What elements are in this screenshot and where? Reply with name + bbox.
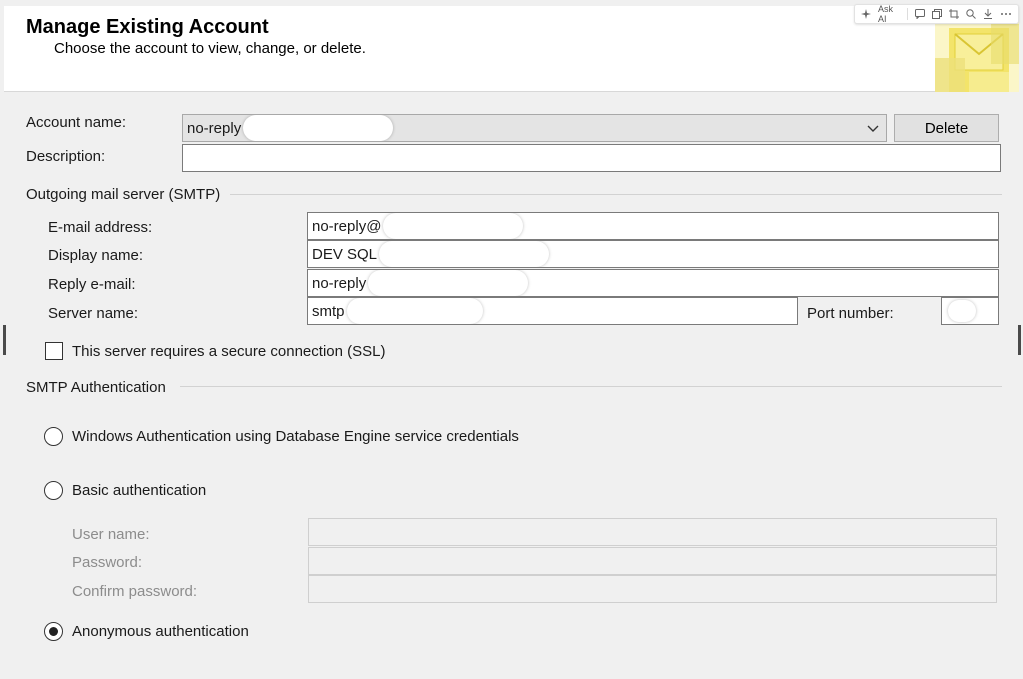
sparkle-icon[interactable] <box>861 9 871 19</box>
group-divider <box>230 194 1002 195</box>
email-address-label: E-mail address: <box>48 219 153 236</box>
header-envelope-icon <box>935 20 1019 92</box>
redaction-mark <box>368 270 528 296</box>
ssl-checkbox[interactable] <box>45 342 63 360</box>
basic-auth-radio[interactable] <box>44 481 63 500</box>
display-name-label: Display name: <box>48 247 144 264</box>
ssl-label[interactable]: This server requires a secure connection (SSL) <box>72 343 386 360</box>
chevron-down-icon[interactable] <box>866 121 880 139</box>
display-name-value: DEV SQL <box>312 245 378 263</box>
smtp-auth-group-label: SMTP Authentication <box>26 379 166 396</box>
confirm-password-input[interactable] <box>308 575 997 603</box>
download-icon[interactable] <box>983 9 993 19</box>
server-name-value: smtp <box>312 302 345 320</box>
port-number-label: Port number: <box>807 305 894 322</box>
crop-icon[interactable] <box>949 9 959 19</box>
anonymous-auth-label[interactable]: Anonymous authentication <box>72 623 249 640</box>
toolbar-divider <box>907 8 908 20</box>
right-resize-handle[interactable] <box>1018 325 1021 355</box>
redaction-mark <box>948 300 976 322</box>
smtp-group-label: Outgoing mail server (SMTP) <box>26 186 221 203</box>
basic-auth-label[interactable]: Basic authentication <box>72 482 207 499</box>
user-name-input[interactable] <box>308 518 997 546</box>
windows-auth-label[interactable]: Windows Authentication using Database Engine service credentials <box>72 428 519 445</box>
description-input[interactable] <box>182 144 1001 172</box>
account-name-value: no-reply <box>187 119 242 137</box>
anonymous-auth-radio[interactable] <box>44 622 63 641</box>
email-address-value: no-reply@ <box>312 217 382 235</box>
redaction-mark <box>379 241 549 267</box>
zoom-icon[interactable] <box>966 9 976 19</box>
redaction-mark <box>347 298 483 324</box>
description-label: Description: <box>26 148 106 165</box>
server-name-label: Server name: <box>48 305 139 322</box>
page-subtitle: Choose the account to view, change, or delete. <box>54 40 366 57</box>
user-name-label: User name: <box>72 526 150 543</box>
more-icon[interactable] <box>1000 9 1012 19</box>
viewer-toolbar <box>854 4 1019 24</box>
ask-ai-button[interactable]: Ask AI <box>878 4 894 24</box>
radio-selected-dot <box>49 627 58 636</box>
delete-button[interactable]: Delete <box>894 114 999 142</box>
reply-email-label: Reply e-mail: <box>48 276 136 293</box>
password-input[interactable] <box>308 547 997 575</box>
copy-icon[interactable] <box>932 9 942 19</box>
comment-icon[interactable] <box>915 9 925 19</box>
windows-auth-radio[interactable] <box>44 427 63 446</box>
account-name-combobox[interactable] <box>182 114 887 142</box>
display-name-input[interactable] <box>307 240 999 268</box>
password-label: Password: <box>72 554 143 571</box>
confirm-password-label: Confirm password: <box>72 583 198 600</box>
page-title: Manage Existing Account <box>26 16 269 38</box>
port-number-input[interactable] <box>941 297 999 325</box>
email-address-input[interactable] <box>307 212 999 240</box>
reply-email-value: no-reply <box>312 274 367 292</box>
account-name-label: Account name: <box>26 114 127 131</box>
redaction-mark <box>383 213 523 239</box>
reply-email-input[interactable] <box>307 269 999 297</box>
left-resize-handle[interactable] <box>3 325 6 355</box>
group-divider <box>180 386 1002 387</box>
redaction-mark <box>243 115 393 141</box>
server-name-input[interactable] <box>307 297 798 325</box>
